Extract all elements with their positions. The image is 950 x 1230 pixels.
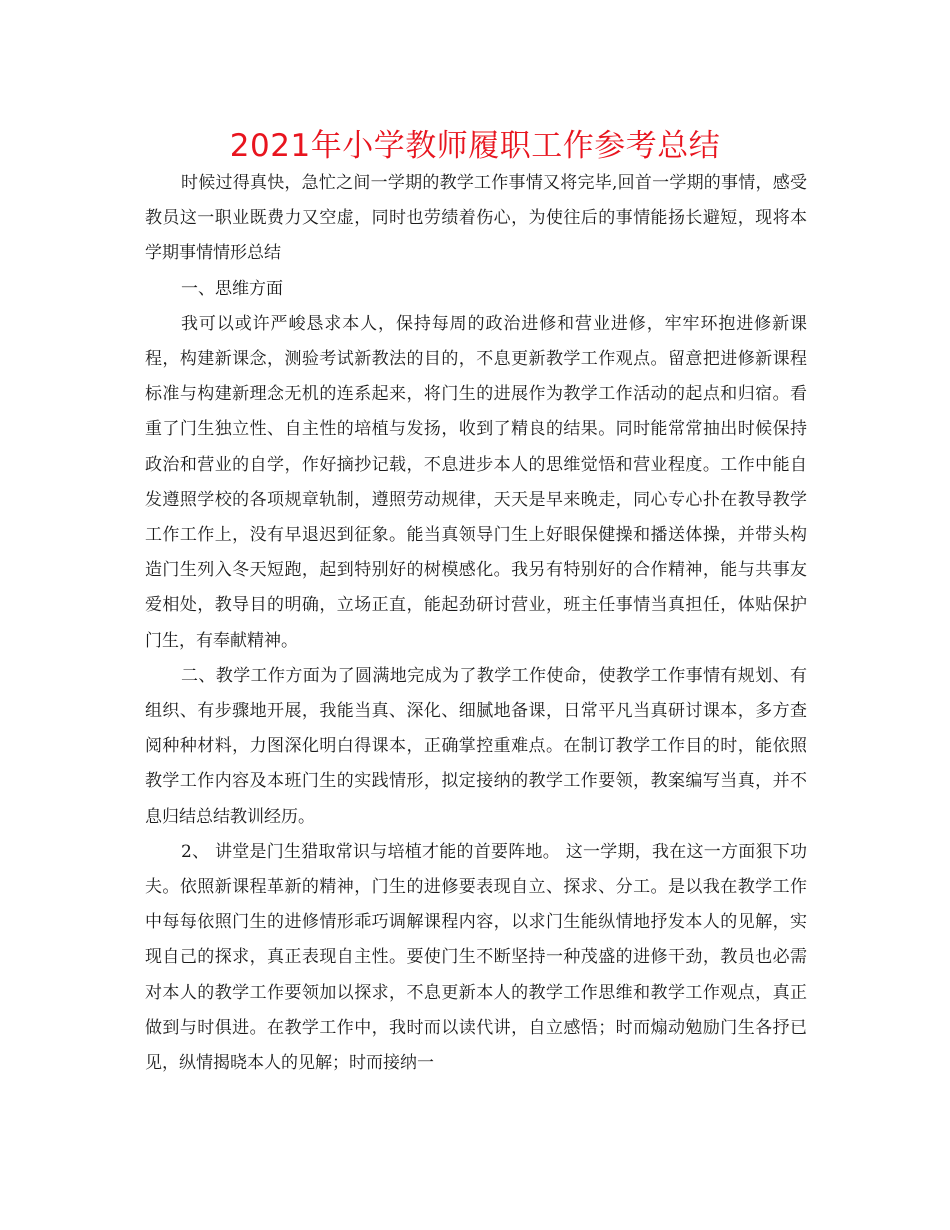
paragraph-classroom: 2、 讲堂是门生猎取常识与培植才能的首要阵地。 这一学期，我在这一方面狠下功夫。依照新课程革新的精神，门生的进修要表现自立、探求、分工。是以我在教学工作中每每依照门生的进修情形乖巧调解课程内容，以求门生能纵情地抒发本人的见解，实现自己的探求，真正表现自主性。要使门生不断坚持一种茂盛的进修干劲，教员也必需对本人的教学工作要领加以探求，不息更新本人的教学工作思维和教学工作观点，真正做到与时俱进。在教学工作中，我时而以读代讲，自立感悟；时而煽动勉励门生各抒已见，纵情揭晓本人的见解；时而接纳一 <box>145 841 807 1074</box>
section-heading-thinking: 一、思维方面 <box>181 278 283 299</box>
document-title: 2021年小学教师履职工作参考总结 <box>229 128 721 164</box>
paragraph-thinking: 我可以或许严峻恳求本人，保持每周的政治进修和营业进修，牢牢环抱进修新课程，构建新课念，测验考试新教法的目的，不息更新教学工作观点。留意把进修新课程标准与构建新理念无机的连系起来，将门生的进展作为教学工作活动的起点和归宿。看重了门生独立性、自主性的培植与发扬，收到了精良的结果。同时能常常抽出时候保持政治和营业的自学，作好摘抄记载，不息进步本人的思维觉悟和营业程度。工作中能自发遵照学校的各项规章轨制，遵照劳动规律，天天是早来晚走，同心专心扑在教导教学工作工作上，没有早退迟到征象。能当真领导门生上好眼保健操和播送体操，并带头构造门生列入冬天短跑，起到特别好的树模感化。我另有特别好的合作精神，能与共事友爱相处，教导目的明确，立场正直，能起劲研讨营业，班主任事情当真担任，体贴保护门生，有奉献精神。 <box>145 313 807 651</box>
paragraph-teaching: 二、教学工作方面为了圆满地完成为了教学工作使命，使教学工作事情有规划、有组织、有步骤地开展，我能当真、深化、细腻地备课，日常平凡当真研讨课本，多方查阅种种材料，力图深化明白得课本，正确掌控重难点。在制订教学工作目的时，能依照教学工作内容及本班门生的实践情形，拟定接纳的教学工作要领，教案编写当真，并不息归结总结教训经历。 <box>145 665 807 827</box>
document-body <box>145 166 807 1081</box>
paragraph-intro: 时候过得真快，急忙之间一学期的教学工作事情又将完毕,回首一学期的事情，感受教员这一职业既费力又空虚，同时也劳绩着伤心，为使往后的事情能扬长避短，现将本学期事情情形总结 <box>145 173 807 264</box>
